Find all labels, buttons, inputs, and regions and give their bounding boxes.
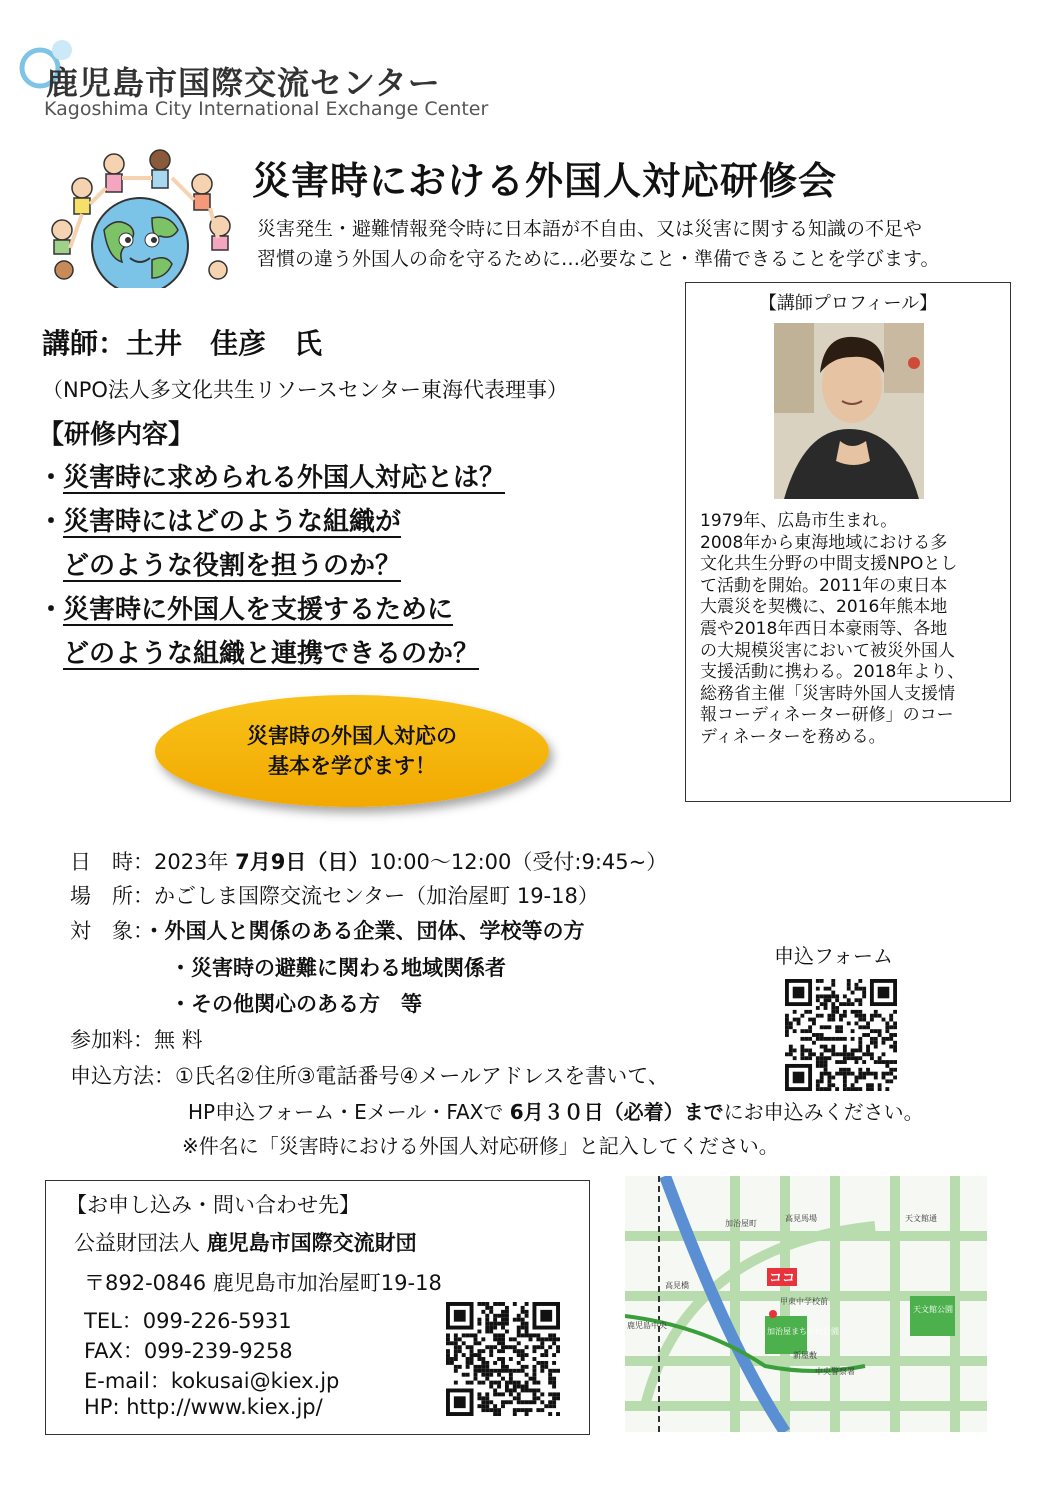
apply-method <box>70 1060 669 1090</box>
speaker-photo <box>774 323 924 499</box>
profile-line: の大規模災害において被災外国人 <box>700 640 955 661</box>
contact-organization <box>74 1227 417 1257</box>
speaker-organization: （NPO法人多文化共生リソースセンター東海代表理事） <box>42 378 569 402</box>
item-text: どのような組織と連携できるのか？ <box>63 639 480 669</box>
contents-heading: 【研修内容】 <box>38 420 195 450</box>
fee-value: 無 料 <box>154 1028 203 1052</box>
intro-text <box>257 214 939 274</box>
date-year: 2023年 <box>154 850 236 874</box>
event-target <box>70 915 585 945</box>
org-name: 鹿児島市国際交流財団 <box>206 1231 417 1255</box>
contents-list <box>38 456 505 676</box>
map-label: 天文館公園 <box>913 1305 953 1314</box>
item-text: 災害時に外国人を支援するために <box>63 595 454 625</box>
event-fee <box>70 1024 203 1054</box>
speaker-profile-box <box>685 282 1011 802</box>
date-label: 日 時： <box>70 850 154 874</box>
map-label: 中央警察署 <box>815 1367 855 1376</box>
map-graphic <box>625 1176 987 1432</box>
apply-text: にお申込みください。 <box>723 1100 924 1124</box>
list-item-continuation <box>38 632 505 676</box>
homepage-qr-code[interactable] <box>446 1302 560 1416</box>
profile-line: 文化共生分野の中間支援NPOとし <box>700 554 958 575</box>
map-label: 鹿児島中央 <box>627 1321 667 1330</box>
profile-line: 大震災を契機に、2016年熊本地 <box>700 597 948 618</box>
profile-line: 震や2018年西日本豪雨等、各地 <box>700 618 948 639</box>
profile-line: 報コーディネーター研修」のコー <box>700 705 954 726</box>
bullet: ・ <box>38 595 65 625</box>
map-label: 甲東中学校前 <box>780 1297 828 1306</box>
list-item-continuation <box>38 544 505 588</box>
contact-address: 〒892-0846 鹿児島市加治屋町19-18 <box>84 1271 442 1295</box>
date-day: 7月9日（日） <box>235 850 370 874</box>
location-map <box>625 1176 987 1432</box>
logo-name-jp: 鹿児島市国際交流センター <box>46 64 441 102</box>
item-text: 災害時にはどのような組織が <box>63 507 402 537</box>
logo-name-en: Kagoshima City International Exchange Center <box>44 98 489 120</box>
apply-label: 申込方法： <box>70 1064 175 1088</box>
event-date <box>70 846 667 876</box>
callout-ellipse <box>155 695 549 807</box>
target-item: ・災害時の避難に関わる地域関係者 <box>170 956 506 980</box>
place-value: かごしま国際交流センター（加治屋町 19-18） <box>154 884 599 908</box>
target-item: ・その他関心のある方 等 <box>170 992 422 1016</box>
org-prefix: 公益財団法人 <box>74 1231 207 1255</box>
bullet: ・ <box>38 507 65 537</box>
fee-label: 参加料： <box>70 1028 154 1052</box>
apply-line-3: ※件名に「災害時における外国人対応研修」と記入してください。 <box>182 1134 779 1158</box>
application-form-qr-code[interactable] <box>785 979 897 1091</box>
page-title: 災害時における外国人対応研修会 <box>252 159 838 203</box>
profile-line: ディネーターを務める。 <box>700 726 886 747</box>
profile-line: 2008年から東海地域における多 <box>700 532 948 553</box>
map-label: 天文館通 <box>905 1214 937 1223</box>
profile-heading: 【講師プロフィール】 <box>758 293 938 314</box>
intro-line-2: 習慣の違う外国人の命を守るために…必要なこと・準備できることを学びます。 <box>257 248 940 270</box>
contact-hp-link[interactable]: HP: http://www.kiex.jp/ <box>84 1395 323 1419</box>
contact-fax: FAX：099-239-9258 <box>84 1339 293 1363</box>
apply-deadline: 6月３０日（必着）まで <box>509 1100 724 1124</box>
item-text: 災害時に求められる外国人対応とは？ <box>63 463 506 493</box>
form-label: 申込フォーム <box>774 944 893 968</box>
place-label: 場 所： <box>70 884 154 908</box>
contact-email[interactable]: E-mail：kokusai@kiex.jp <box>84 1369 340 1393</box>
bullet: ・ <box>38 463 65 493</box>
map-label: 加治屋町 <box>725 1219 757 1228</box>
item-text: どのような役割を担うのか？ <box>63 551 402 581</box>
map-label: 新屋敷 <box>793 1351 817 1360</box>
profile-line: 支援活動に携わる。2018年より、 <box>700 662 965 683</box>
apply-line-2 <box>188 1096 924 1125</box>
target-label: 対 象： <box>70 919 144 943</box>
date-time: 10:00～12:00（受付:9:45~） <box>369 850 668 874</box>
map-marker-label: ココ <box>768 1271 796 1286</box>
globe-children-illustration <box>42 148 238 288</box>
apply-line-1: ①氏名②住所③電話番号④メールアドレスを書いて、 <box>175 1064 669 1088</box>
contact-heading: 【お申し込み・問い合わせ先】 <box>66 1193 360 1217</box>
profile-line: 総務省主催「災害時外国人支援情 <box>700 683 955 704</box>
profile-line: 1979年、広島市生まれ。 <box>700 511 898 531</box>
callout-line-1: 災害時の外国人対応の <box>247 724 457 748</box>
event-place <box>70 880 599 910</box>
contact-tel: TEL：099-226-5931 <box>84 1309 292 1333</box>
list-item <box>38 500 505 544</box>
callout-line-2: 基本を学びます！ <box>268 754 436 778</box>
intro-line-1: 災害発生・避難情報発令時に日本語が不自由、又は災害に関する知識の不足や <box>257 218 923 240</box>
profile-text <box>700 511 1000 749</box>
apply-text: HP申込フォーム・Eメール・FAXで <box>188 1100 510 1124</box>
target-item: ・外国人と関係のある企業、団体、学校等の方 <box>143 919 585 943</box>
map-label: 加治屋まちの杜公園 <box>767 1327 839 1336</box>
map-label: 高見馬場 <box>785 1214 817 1223</box>
list-item <box>38 588 505 632</box>
profile-line: て活動を開始。2011年の東日本 <box>700 575 948 596</box>
speaker-name: 講師：土井 佳彦 氏 <box>42 327 323 360</box>
map-label: 高見橋 <box>665 1281 689 1290</box>
list-item <box>38 456 505 500</box>
